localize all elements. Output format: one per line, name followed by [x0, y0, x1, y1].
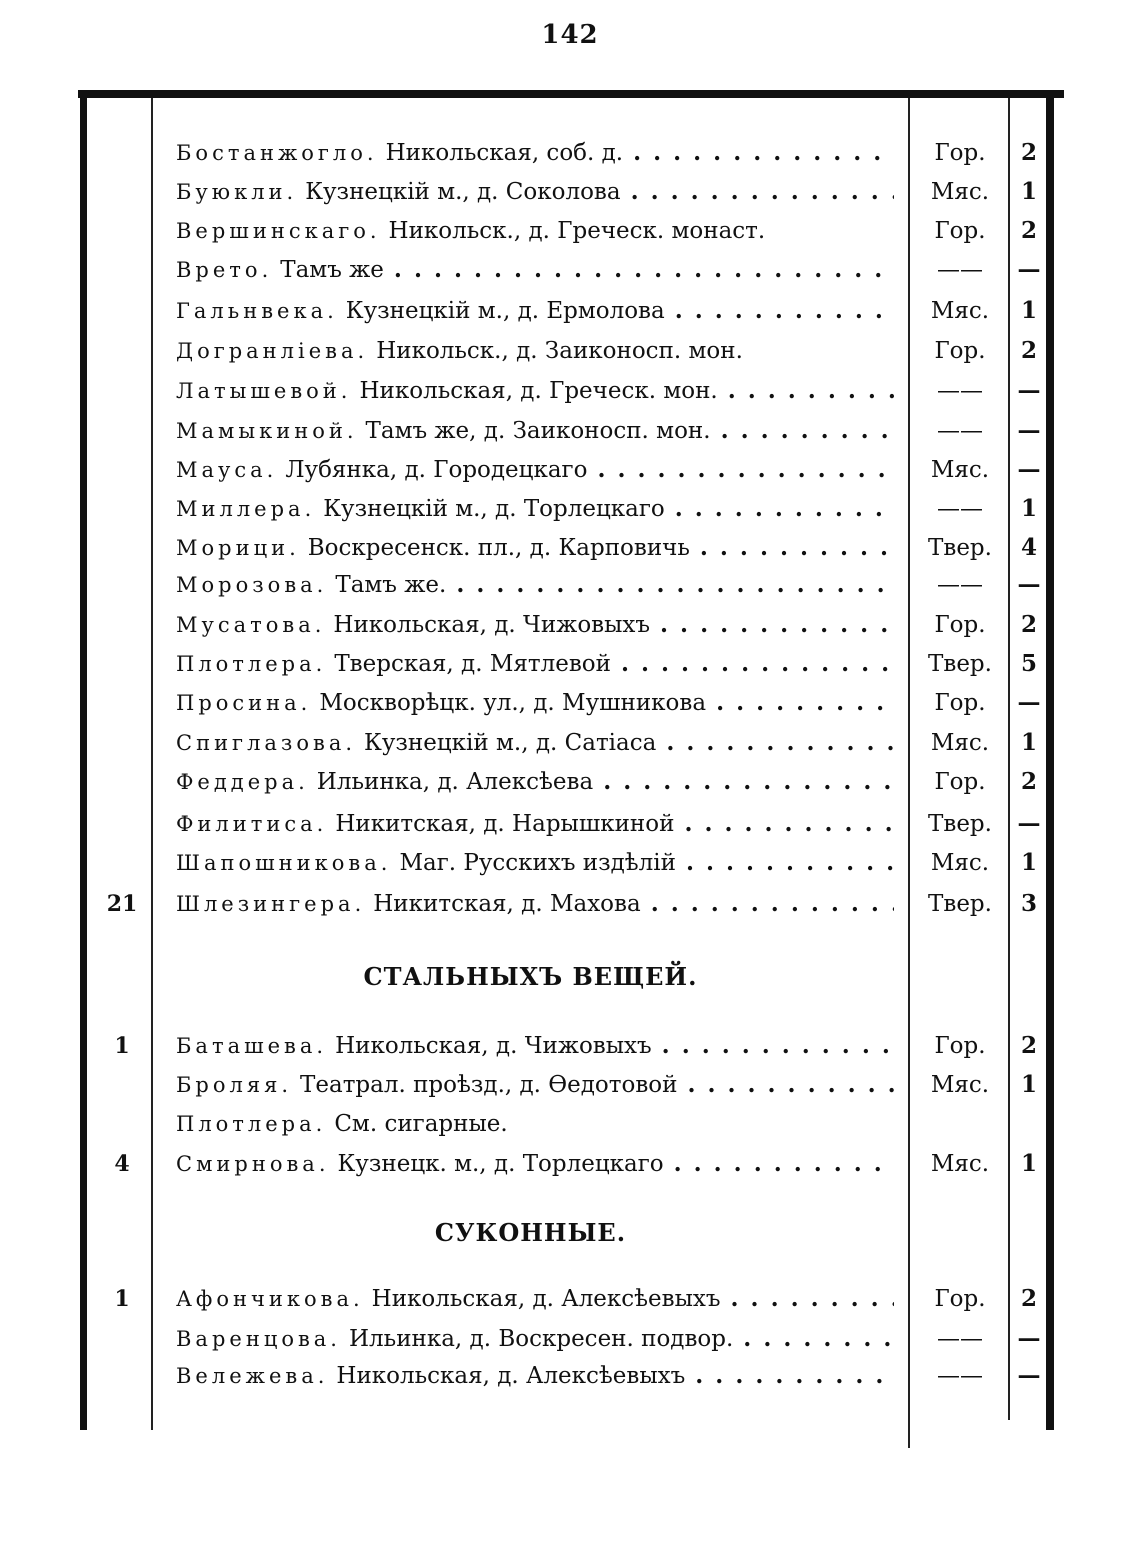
- table-row: [0, 412, 1140, 450]
- city-part: ——: [937, 572, 983, 598]
- row-quantity: —: [1017, 1362, 1041, 1389]
- city-part: Гор.: [934, 218, 986, 244]
- merchant-address: См. сигарные.: [334, 1111, 508, 1137]
- merchant-address: Тамъ же, д. Заиконосп. мон.: [365, 418, 711, 444]
- row-quantity: 4: [1020, 534, 1037, 561]
- merchant-address: Никольская, д. Чижовыхъ: [335, 1033, 652, 1059]
- merchant-address: Никольск., д. Греческ. монаст.: [388, 218, 766, 244]
- table-row: [0, 1357, 1140, 1395]
- row-quantity: 1: [1020, 1071, 1037, 1098]
- city-part: Мяс.: [930, 1072, 990, 1098]
- merchant-name: Бостанжогло.: [176, 141, 378, 165]
- city-part: Гор.: [934, 1033, 986, 1059]
- merchant-name: Броляя.: [176, 1073, 293, 1097]
- city-part: Гор.: [934, 140, 986, 166]
- row-quantity: 2: [1020, 1285, 1037, 1312]
- merchant-name: Мусатова.: [176, 613, 326, 637]
- city-part: Мяс.: [930, 179, 990, 205]
- city-part: Мяс.: [930, 457, 990, 483]
- merchant-name: Миллера.: [176, 497, 316, 521]
- merchant-name: Догранліева.: [176, 339, 369, 363]
- row-entry: [176, 645, 894, 683]
- table-row: [0, 1105, 1140, 1143]
- table-row: [0, 1280, 1140, 1318]
- merchant-name: Шапошникова.: [176, 851, 392, 875]
- city-part: Гор.: [934, 769, 986, 795]
- row-entry: [176, 885, 894, 923]
- row-quantity: 2: [1020, 337, 1037, 364]
- merchant-name: Мамыкиной.: [176, 419, 358, 443]
- table-row: [0, 372, 1140, 410]
- row-entry: [176, 412, 894, 450]
- table-row: [0, 1027, 1140, 1065]
- row-entry: [176, 1357, 894, 1395]
- row-entry: [176, 1027, 894, 1065]
- row-entry: [176, 451, 894, 489]
- city-part: ——: [937, 496, 983, 522]
- row-entry: [176, 724, 894, 762]
- row-count: 21: [106, 891, 138, 917]
- city-part: Гор.: [934, 338, 986, 364]
- merchant-name: Варенцова.: [176, 1327, 341, 1351]
- row-quantity: —: [1017, 810, 1041, 837]
- row-quantity: —: [1017, 1325, 1041, 1352]
- table-row: [0, 1066, 1140, 1104]
- row-quantity: 2: [1020, 768, 1037, 795]
- merchant-address: Маг. Русскихъ издѣлій: [399, 850, 676, 876]
- table-row: [0, 684, 1140, 722]
- row-entry: [176, 251, 894, 289]
- merchant-address: Кузнецк. м., д. Торлецкаго: [337, 1151, 664, 1177]
- row-entry: [176, 332, 894, 370]
- city-part: Гор.: [934, 1286, 986, 1312]
- merchant-name: Морици.: [176, 536, 300, 560]
- table-row: [0, 885, 1140, 923]
- merchant-address: Кузнецкій м., д. Сатіаса: [364, 730, 657, 756]
- row-entry: [176, 490, 894, 528]
- row-entry: [176, 173, 894, 211]
- merchant-address: Москворѣцк. ул., д. Мушникова: [319, 690, 707, 716]
- merchant-address: Кузнецкій м., д. Ермолова: [345, 298, 665, 324]
- table-row: [0, 134, 1140, 172]
- city-part: ——: [937, 1363, 983, 1389]
- row-count: 4: [114, 1151, 130, 1177]
- city-part: Мяс.: [930, 298, 990, 324]
- table-row: [0, 763, 1140, 801]
- city-part: Гор.: [934, 612, 986, 638]
- merchant-name: Мауса.: [176, 458, 278, 482]
- section-heading: СУКОННЫЕ.: [434, 1218, 627, 1247]
- table-top-rule: [78, 90, 1064, 98]
- merchant-address: Ильинка, д. Воскресен. подвор.: [349, 1326, 734, 1352]
- row-entry: [176, 134, 894, 172]
- merchant-address: Тверская, д. Мятлевой: [334, 651, 611, 677]
- city-part: ——: [937, 257, 983, 283]
- row-entry: [176, 372, 894, 410]
- merchant-name: Буюкли.: [176, 180, 298, 204]
- table-row: [0, 332, 1140, 370]
- city-part: Твер.: [928, 651, 992, 677]
- city-part: ——: [937, 378, 983, 404]
- table-row: [0, 251, 1140, 289]
- merchant-address: Никольская, д. Греческ. мон.: [359, 378, 718, 404]
- row-count: 1: [114, 1033, 130, 1059]
- city-part: Мяс.: [930, 730, 990, 756]
- merchant-address: Воскресенск. пл., д. Карповичь: [307, 535, 690, 561]
- merchant-address: Никольская, д. Алексѣевыхъ: [336, 1363, 686, 1389]
- city-part: Мяс.: [930, 1151, 990, 1177]
- row-quantity: 1: [1020, 849, 1037, 876]
- row-quantity: 2: [1020, 139, 1037, 166]
- row-quantity: 5: [1020, 650, 1037, 677]
- row-entry: [176, 844, 894, 882]
- row-quantity: 1: [1020, 495, 1037, 522]
- table-row: [0, 844, 1140, 882]
- row-entry: [176, 606, 894, 644]
- table-row: [0, 724, 1140, 762]
- city-part: Гор.: [934, 690, 986, 716]
- merchant-name: Вершинскаго.: [176, 219, 381, 243]
- row-quantity: —: [1017, 456, 1041, 483]
- merchant-address: Никольск., д. Заиконосп. мон.: [376, 338, 743, 364]
- merchant-name: Смирнова.: [176, 1152, 330, 1176]
- table-row: [0, 606, 1140, 644]
- table-row: [0, 451, 1140, 489]
- row-entry: [176, 212, 894, 250]
- merchant-address: Никольская, д. Алексѣевыхъ: [371, 1286, 721, 1312]
- row-quantity: 1: [1020, 178, 1037, 205]
- merchant-name: Плотлера.: [176, 1112, 327, 1136]
- table-row: [0, 1320, 1140, 1358]
- merchant-name: Морозова.: [176, 573, 328, 597]
- row-entry: [176, 805, 894, 843]
- merchant-address: Кузнецкій м., д. Соколова: [305, 179, 621, 205]
- merchant-name: Вележева.: [176, 1364, 329, 1388]
- row-quantity: —: [1017, 689, 1041, 716]
- merchant-address: Никитская, д. Махова: [373, 891, 641, 917]
- merchant-address: Никольская, д. Чижовыхъ: [333, 612, 651, 638]
- merchant-name: Баташева.: [176, 1034, 328, 1058]
- merchant-address: Тамъ же.: [335, 572, 447, 598]
- row-entry: [176, 684, 894, 722]
- merchant-name: Плотлера.: [176, 652, 327, 676]
- table-row: [0, 212, 1140, 250]
- merchant-name: Шлезингера.: [176, 892, 366, 916]
- merchant-name: Афончикова.: [176, 1287, 364, 1311]
- merchant-name: Гальнвека.: [176, 299, 338, 323]
- row-entry: [176, 1145, 894, 1183]
- page-number: 142: [541, 20, 599, 50]
- table-row: [0, 645, 1140, 683]
- table-row: [0, 566, 1140, 604]
- table-row: [0, 529, 1140, 567]
- merchant-name: Спиглазова.: [176, 731, 357, 755]
- table-row: [0, 173, 1140, 211]
- merchant-address: Тамъ же: [280, 257, 384, 283]
- table-row: [0, 292, 1140, 330]
- row-quantity: 1: [1020, 729, 1037, 756]
- row-quantity: 2: [1020, 611, 1037, 638]
- row-quantity: —: [1017, 417, 1041, 444]
- merchant-name: Врето.: [176, 258, 273, 282]
- merchant-name: Латышевой.: [176, 379, 352, 403]
- merchant-address: Театрал. проѣзд., д. Өедотовой: [300, 1072, 678, 1098]
- city-part: Твер.: [928, 811, 992, 837]
- row-entry: [176, 566, 894, 604]
- row-quantity: 2: [1020, 217, 1037, 244]
- city-part: Твер.: [928, 891, 992, 917]
- row-entry: [176, 1280, 894, 1318]
- merchant-name: Филитиса.: [176, 812, 328, 836]
- city-part: ——: [937, 418, 983, 444]
- city-part: Мяс.: [930, 850, 990, 876]
- row-quantity: 2: [1020, 1032, 1037, 1059]
- row-entry: [176, 292, 894, 330]
- table-row: [0, 1145, 1140, 1183]
- row-entry: [176, 529, 894, 567]
- merchant-address: Ильинка, д. Алексѣева: [316, 769, 594, 795]
- merchant-address: Никитская, д. Нарышкиной: [335, 811, 675, 837]
- merchant-address: Лубянка, д. Городецкаго: [285, 457, 588, 483]
- merchant-name: Феддера.: [176, 770, 309, 794]
- row-entry: [176, 1066, 894, 1104]
- city-part: Твер.: [928, 535, 992, 561]
- row-count: 1: [114, 1286, 130, 1312]
- row-quantity: —: [1017, 377, 1041, 404]
- row-entry: [176, 763, 894, 801]
- section-heading: СТАЛЬНЫХЪ ВЕЩЕЙ.: [363, 962, 698, 991]
- row-entry: [176, 1320, 894, 1358]
- table-row: [0, 805, 1140, 843]
- merchant-name: Просина.: [176, 691, 312, 715]
- city-part: ——: [937, 1326, 983, 1352]
- row-entry: [176, 1105, 894, 1143]
- row-quantity: 1: [1020, 1150, 1037, 1177]
- table-row: [0, 490, 1140, 528]
- row-quantity: 3: [1020, 890, 1037, 917]
- row-quantity: 1: [1020, 297, 1037, 324]
- row-quantity: —: [1017, 571, 1041, 598]
- row-quantity: —: [1017, 256, 1041, 283]
- merchant-address: Кузнецкій м., д. Торлецкаго: [323, 496, 665, 522]
- merchant-address: Никольская, соб. д.: [385, 140, 624, 166]
